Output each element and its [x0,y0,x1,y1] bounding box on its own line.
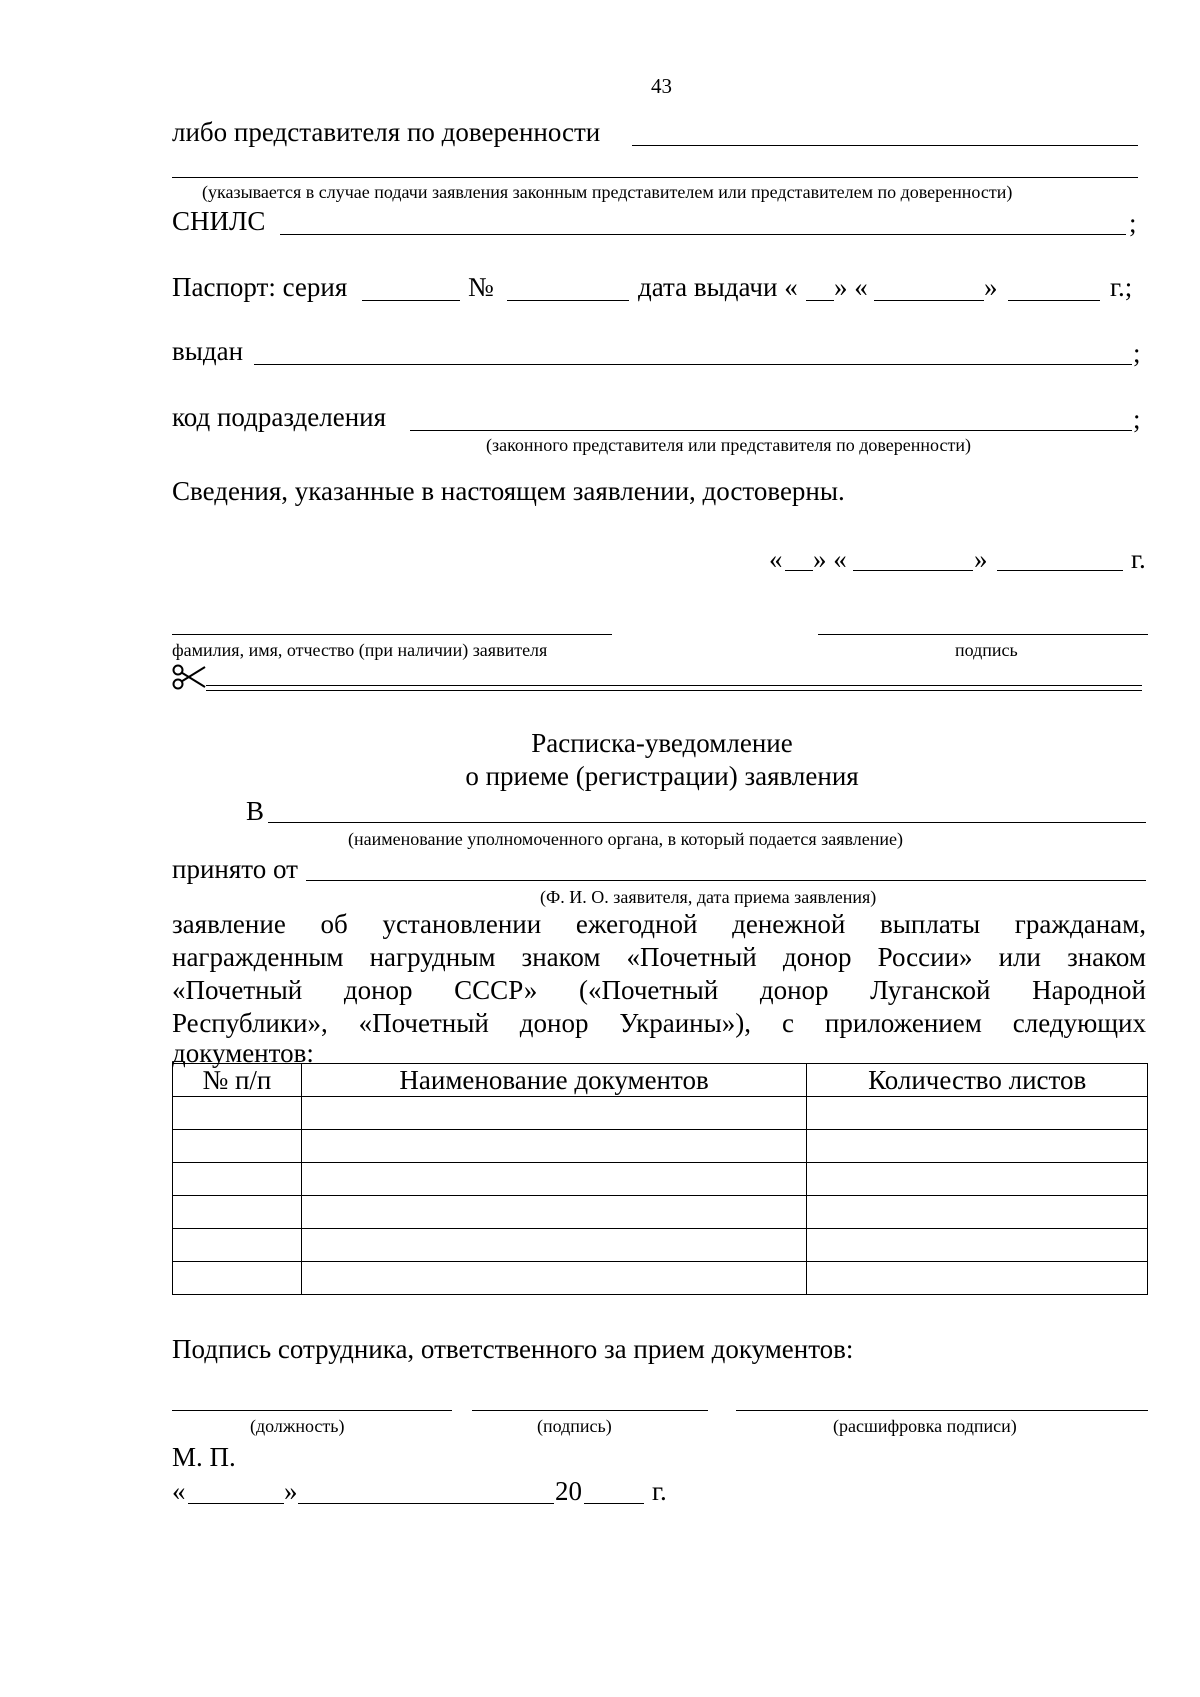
applicant-name-field[interactable] [172,634,612,635]
receipt-month-field[interactable] [298,1503,554,1504]
cell-document-name[interactable] [301,1130,806,1163]
receipt-date-century: 20 [555,1476,582,1506]
issued-label: выдан [172,336,244,366]
sign-day-field[interactable] [785,570,813,571]
column-header-document-name: Наименование документов [301,1064,806,1097]
receipt-body-line3: «Почетный донор СССР» («Почетный донор Луганской Народной [172,975,1146,1005]
receipt-date-close: » [284,1476,298,1506]
stamp-place: М. П. [172,1442,236,1472]
staff-signature-label: Подпись сотрудника, ответственного за прием документов: [172,1334,854,1364]
division-end: ; [1133,404,1141,434]
cell-sheet-count[interactable] [807,1196,1148,1229]
cell-document-name[interactable] [301,1262,806,1295]
passport-year-suffix: г.; [1110,272,1133,302]
cut-line-second [206,690,1142,691]
division-hint: (законного представителя или представителя по доверенности) [486,435,971,455]
applicant-signature-caption: подпись [955,640,1018,660]
statement-text: Сведения, указанные в настоящем заявлении, достоверны. [172,476,845,506]
cell-document-name[interactable] [301,1196,806,1229]
passport-year-field[interactable] [1008,300,1100,301]
applicant-name-caption: фамилия, имя, отчество (при наличии) заявителя [172,640,548,660]
passport-series-field[interactable] [362,300,460,301]
staff-decoding-caption: (расшифровка подписи) [833,1416,1017,1436]
passport-day-close: » « [834,272,868,302]
cell-document-name[interactable] [301,1097,806,1130]
receipt-title-line1: Расписка-уведомление [531,728,793,758]
cell-number[interactable] [173,1097,302,1130]
table-row [173,1262,1148,1295]
table-header-row [173,1064,1148,1097]
receipt-year-field[interactable] [584,1503,644,1504]
issued-end: ; [1133,338,1141,368]
snils-field[interactable] [280,234,1126,235]
cell-sheet-count[interactable] [807,1130,1148,1163]
receipt-from-hint: (Ф. И. О. заявителя, дата приема заявления) [540,887,877,907]
staff-signature-caption: (подпись) [537,1416,612,1436]
sign-date-month-close: » [974,544,988,574]
receipt-applicant-field[interactable] [306,880,1146,881]
staff-position-field[interactable] [172,1410,452,1411]
receipt-authority-field[interactable] [268,822,1146,823]
staff-signature-field[interactable] [472,1410,708,1411]
receipt-body-line2: награжденным нагрудным знаком «Почетный донор России» или знаком [172,942,1146,972]
documents-table [172,1063,1148,1295]
table-row [173,1163,1148,1196]
passport-month-field[interactable] [874,300,984,301]
applicant-signature-field[interactable] [818,634,1148,635]
cell-sheet-count[interactable] [807,1262,1148,1295]
snils-end: ; [1129,208,1137,238]
cell-document-name[interactable] [301,1163,806,1196]
passport-day-field[interactable] [806,300,834,301]
sign-month-field[interactable] [853,570,973,571]
table-row [173,1130,1148,1163]
table-row [173,1229,1148,1262]
cell-number[interactable] [173,1130,302,1163]
receipt-title-line2: о приеме (регистрации) заявления [465,761,859,791]
table-row [173,1196,1148,1229]
passport-date-label: дата выдачи « [638,272,798,302]
cell-sheet-count[interactable] [807,1163,1148,1196]
staff-decoding-field[interactable] [736,1410,1148,1411]
passport-number-label: № [468,272,494,302]
table-row [173,1097,1148,1130]
representative-field-line2[interactable] [172,177,1138,178]
column-header-sheet-count: Количество листов [807,1064,1148,1097]
sign-year-field[interactable] [997,570,1123,571]
cell-number[interactable] [173,1262,302,1295]
cell-sheet-count[interactable] [807,1097,1148,1130]
receipt-body-line1: заявление об установлении ежегодной денежной выплаты гражданам, [172,909,1146,939]
receipt-date-open: « [172,1476,186,1506]
cell-document-name[interactable] [301,1229,806,1262]
passport-series-label: Паспорт: серия [172,272,348,302]
cell-number[interactable] [173,1229,302,1262]
representative-field[interactable] [632,145,1138,146]
page-number: 43 [651,74,672,98]
receipt-from-label: принято от [172,854,298,884]
passport-number-field[interactable] [507,300,629,301]
issued-field[interactable] [254,364,1132,365]
receipt-in-label: В [246,796,265,826]
representative-hint: (указывается в случае подачи заявления законным представителем или представителем по доверенности) [202,182,1013,202]
division-field[interactable] [410,430,1132,431]
sign-date-year-suffix: г. [1131,544,1146,574]
cell-sheet-count[interactable] [807,1229,1148,1262]
cell-number[interactable] [173,1196,302,1229]
receipt-body-last: документов: [172,1038,314,1068]
scissors-icon [172,662,206,692]
receipt-date-year-suffix: г. [652,1476,667,1506]
sign-date-day-close: » « [813,544,847,574]
cut-line [206,685,1142,686]
receipt-day-field[interactable] [188,1503,284,1504]
sign-date-open: « [769,544,783,574]
snils-label: СНИЛС [172,206,266,236]
passport-month-close: » [984,272,998,302]
staff-position-caption: (должность) [250,1416,345,1436]
column-header-number: № п/п [173,1064,302,1097]
division-label: код подразделения [172,402,387,432]
cell-number[interactable] [173,1163,302,1196]
representative-label: либо представителя по доверенности [172,117,601,147]
receipt-body-line4: Республики», «Почетный донор Украины»), с приложением следующих [172,1008,1146,1038]
receipt-in-hint: (наименование уполномоченного органа, в который подается заявление) [348,829,904,849]
